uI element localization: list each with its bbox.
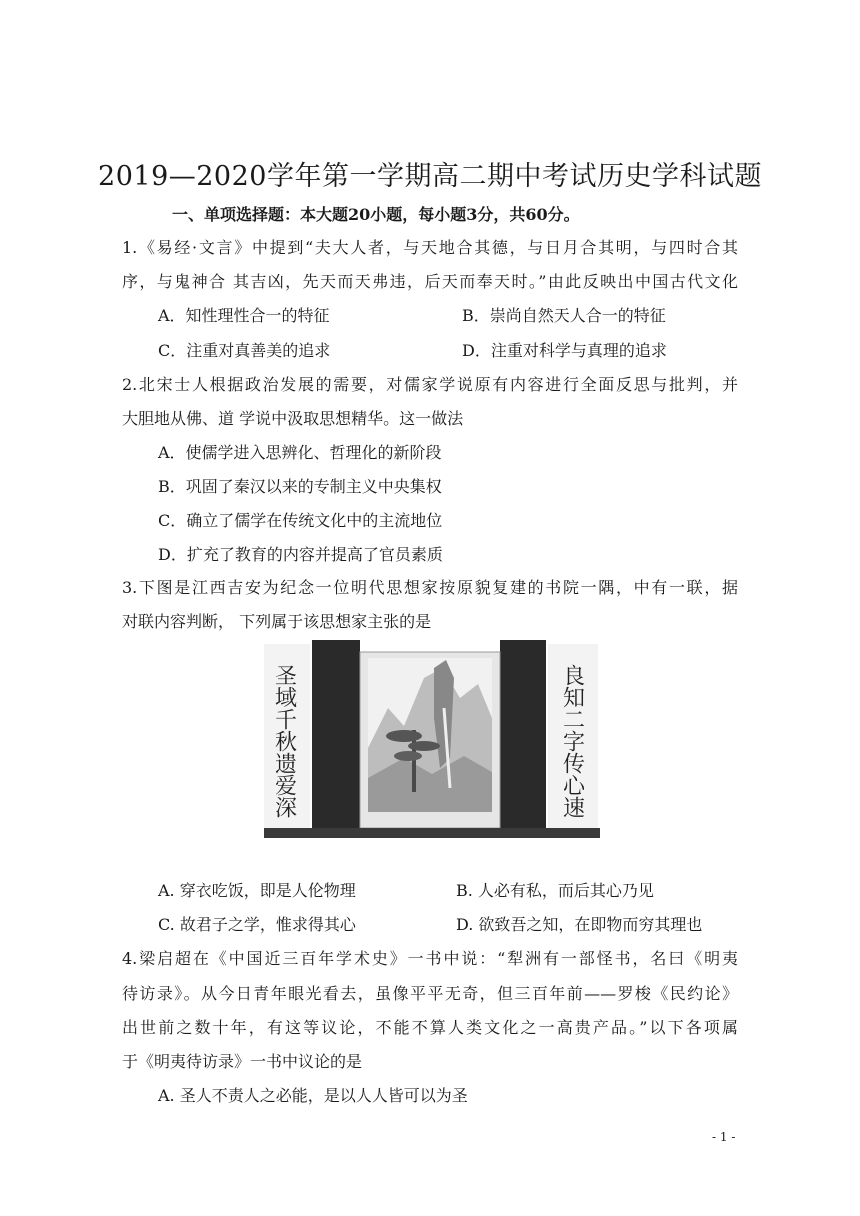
question-1-line-2: 序，与鬼神合 其吉凶，先天而天弗违，后天而奉天时。”由此反映出中国古代文化	[122, 272, 738, 291]
question-1-option-b: B．崇尚自然天人合一的特征	[462, 306, 666, 325]
question-3-option-c: C. 故君子之学，惟求得其心	[158, 915, 356, 934]
question-2-line-1: 2.北宋士人根据政治发展的需要，对儒家学说原有内容进行全面反思与批判，并	[122, 375, 738, 394]
page-number: - 1 -	[712, 1130, 736, 1144]
question-1-option-c: C．注重对真善美的追求	[158, 341, 331, 360]
question-2-option-c: C．确立了儒学在传统文化中的主流地位	[158, 511, 443, 530]
question-1-line-1: 1.《易经·文言》中提到“夫大人者，与天地合其德，与日月合其明，与四时合其	[122, 238, 738, 257]
question-2-line-2: 大胆地从佛、道 学说中汲取思想精华。这一做法	[122, 409, 464, 428]
academy-couplet-photo	[264, 638, 600, 838]
question-4-line-1: 4.梁启超在《中国近三百年学术史》一书中说：“犁洲有一部怪书，名曰《明夷	[122, 949, 738, 968]
question-3-option-d: D. 欲致吾之知，在即物而穷其理也	[456, 915, 703, 934]
question-2-option-b: B．巩固了秦汉以来的专制主义中央集权	[158, 477, 442, 496]
question-3-line-2: 对联内容判断， 下列属于该思想家主张的是	[122, 612, 432, 631]
question-4-line-4: 于《明夷待访录》一书中议论的是	[122, 1052, 363, 1071]
question-1-option-d: D．注重对科学与真理的追求	[462, 341, 667, 360]
question-4-line-2: 待访录》。从今日青年眼光看去，虽像平平无奇，但三百年前——罗梭《民约论》	[122, 984, 738, 1003]
question-2-option-a: A．使儒学进入思辨化、哲理化的新阶段	[158, 443, 442, 462]
question-3-option-a: A. 穿衣吃饭，即是人伦物理	[158, 881, 356, 900]
question-2-option-d: D．扩充了教育的内容并提高了官员素质	[158, 545, 443, 564]
question-3-option-b: B. 人必有私，而后其心乃见	[456, 881, 654, 900]
left-couplet-text: 圣域千秋遗爱深	[271, 664, 297, 818]
exam-title: 2019—2020学年第一学期高二期中考试历史学科试题	[98, 161, 762, 192]
question-1-option-a: A．知性理性合一的特征	[158, 306, 330, 325]
question-4-option-a: A. 圣人不责人之必能，是以人人皆可以为圣	[158, 1086, 468, 1105]
question-3-line-1: 3.下图是江西吉安为纪念一位明代思想家按原貌复建的书院一隅，中有一联，据	[122, 578, 738, 597]
section-header: 一、单项选择题：本大题20小题，每小题3分，共60分。	[172, 205, 580, 224]
question-4-line-3: 出世前之数十年，有这等议论，不能不算人类文化之一高贵产品。”以下各项属	[122, 1018, 738, 1037]
right-couplet-text: 良知二字传心速	[559, 664, 585, 818]
